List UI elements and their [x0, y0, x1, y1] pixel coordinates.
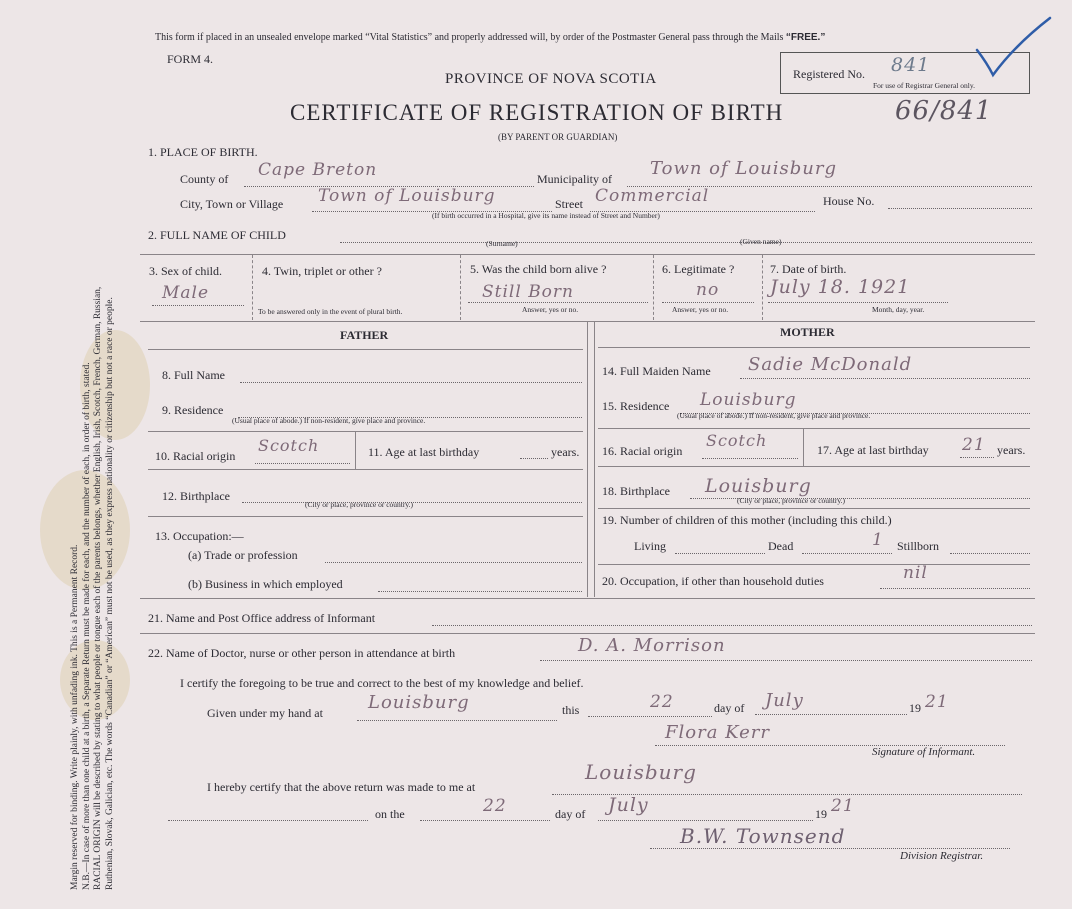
form-number: FORM 4. — [167, 52, 214, 66]
doctor-value: D. A. Morrison — [578, 635, 726, 656]
father-trade-label: (a) Trade or profession — [188, 548, 298, 562]
hospital-note: (If birth occurred in a Hospital, give its name instead of Street and Number) — [432, 211, 660, 220]
legitimate-label: 6. Legitimate ? — [662, 262, 735, 276]
municipality-value: Town of Louisburg — [650, 158, 838, 179]
checkmark-icon — [975, 15, 1055, 80]
province-heading: PROVINCE OF NOVA SCOTIA — [445, 71, 657, 87]
registrar-place-value: Louisburg — [585, 760, 697, 784]
informant-signature: Flora Kerr — [665, 722, 770, 743]
city-value: Town of Louisburg — [318, 186, 496, 206]
county-label: County of — [180, 172, 229, 186]
given-place-value: Louisburg — [368, 692, 470, 713]
mother-residence-label: 15. Residence — [602, 399, 670, 413]
street-value: Commercial — [595, 186, 710, 206]
certification-statement: I certify the foregoing to be true and correct to the best of my knowledge and belief. — [180, 676, 584, 690]
dead-value: 1 — [872, 530, 884, 550]
father-occupation-label: 13. Occupation:— — [155, 529, 244, 543]
cert-year-value: 21 — [925, 692, 949, 712]
mother-occupation-label: 20. Occupation, if other than household duties — [602, 574, 824, 588]
father-birthplace-caption: (City or place, province or country.) — [305, 500, 414, 509]
mother-birthplace-caption: (City or place, province or country.) — [737, 496, 846, 505]
file-number: 66/841 — [895, 96, 993, 126]
mother-name-label: 14. Full Maiden Name — [602, 364, 711, 378]
child-name-label: 2. FULL NAME OF CHILD — [148, 228, 286, 242]
twin-caption: To be answered only in the event of plural birth. — [258, 307, 403, 316]
born-alive-caption: Answer, yes or no. — [522, 305, 579, 314]
municipality-label: Municipality of — [537, 172, 612, 186]
father-residence-label: 9. Residence — [162, 403, 224, 417]
mother-age-value: 21 — [962, 435, 986, 455]
mail-notice: This form if placed in an unsealed envelope marked “Vital Statistics” and properly addressed will, by order of the Postmaster General pass through the Mails “FREE.” — [155, 32, 826, 43]
father-age-label: 11. Age at last birthday — [368, 445, 480, 459]
city-label: City, Town or Village — [180, 197, 284, 211]
side-note-line: Margin reserved for binding. Write plainly, with unfading ink. This is a Permanent Record. — [70, 544, 80, 890]
stillborn-label: Stillborn — [897, 539, 940, 553]
twin-label: 4. Twin, triplet or other ? — [262, 264, 382, 278]
father-residence-caption: (Usual place of abode.) If non-resident, give place and province. — [232, 416, 426, 425]
sex-label: 3. Sex of child. — [149, 264, 222, 278]
certificate-subtitle: (BY PARENT OR GUARDIAN) — [498, 132, 618, 142]
mother-race-value: Scotch — [706, 431, 768, 450]
registrar-year-prefix: 19 — [815, 807, 827, 821]
date-of-birth-caption: Month, day, year. — [872, 305, 925, 314]
date-of-birth-label: 7. Date of birth. — [770, 262, 847, 276]
born-alive-value: Still Born — [482, 282, 574, 302]
side-note-line: N.B.—In case of more than one child at a birth, a Separate Return must be made for each, and the number of each, in order of birth, stated. — [81, 362, 92, 890]
father-race-label: 10. Racial origin — [155, 449, 236, 463]
registrar-caption: Division Registrar. — [900, 850, 984, 862]
registrar-month-value: July — [608, 794, 649, 816]
cert-month-value: July — [765, 690, 804, 711]
mother-residence-caption: (Usual place of abode.) If non-resident, give place and province. — [677, 411, 871, 420]
this-label: this — [562, 703, 580, 717]
registrar-signature: B.W. Townsend — [680, 824, 846, 848]
certificate-title: CERTIFICATE OF REGISTRATION OF BIRTH — [290, 100, 784, 125]
mother-birthplace-label: 18. Birthplace — [602, 484, 670, 498]
registrar-statement: I hereby certify that the above return was made to me at — [207, 780, 476, 794]
father-heading: FATHER — [340, 328, 389, 342]
father-business-label: (b) Business in which employed — [188, 577, 343, 591]
dead-label: Dead — [768, 539, 794, 553]
registrar-day-value: 22 — [483, 796, 507, 816]
given-under-label: Given under my hand at — [207, 706, 323, 720]
father-name-label: 8. Full Name — [162, 368, 225, 382]
mother-name-value: Sadie McDonald — [748, 354, 913, 375]
registrar-year-value: 21 — [831, 796, 855, 816]
street-label: Street — [555, 197, 583, 211]
surname-caption: (Surname) — [486, 239, 518, 248]
mother-residence-value: Louisburg — [700, 390, 797, 410]
mother-occupation-value: nil — [903, 563, 928, 583]
registrar-day-of-label: day of — [555, 807, 586, 821]
registered-number: 841 — [891, 54, 931, 76]
on-the-label: on the — [375, 807, 405, 821]
informant-label: 21. Name and Post Office address of Informant — [148, 611, 376, 625]
father-race-value: Scotch — [258, 436, 320, 455]
side-note-line: Ruthenian, Slovak, Galician, etc. The words “Canadian” or “American” must not be used, as they express nationality or citizenship but not a race or people. — [104, 297, 115, 890]
father-age-suffix: years. — [551, 445, 580, 459]
registered-label: Registered No. — [793, 67, 865, 81]
mother-birthplace-value: Louisburg — [705, 475, 812, 497]
informant-signature-caption: Signature of Informant. — [872, 746, 976, 758]
day-of-label: day of — [714, 701, 745, 715]
cert-day-value: 22 — [650, 692, 674, 712]
county-value: Cape Breton — [258, 160, 378, 180]
mother-heading: MOTHER — [780, 325, 835, 339]
registrar-use-note: For use of Registrar General only. — [873, 81, 975, 90]
given-name-caption: (Given name) — [740, 237, 782, 246]
mother-race-label: 16. Racial origin — [602, 444, 683, 458]
date-of-birth-value: July 18. 1921 — [770, 276, 911, 298]
cert-year-prefix: 19 — [909, 701, 921, 715]
living-label: Living — [634, 539, 666, 553]
legitimate-value: no — [696, 280, 720, 300]
side-instructions — [70, 10, 116, 890]
born-alive-label: 5. Was the child born alive ? — [470, 262, 607, 276]
house-label: House No. — [823, 194, 875, 208]
side-note-line: RACIAL ORIGIN will be described by stating to what people or tongue each of the parents belongs, whether English, Irish, Scotch, French, German, Russian, — [93, 286, 103, 890]
mother-age-label: 17. Age at last birthday — [817, 443, 929, 457]
legitimate-caption: Answer, yes or no. — [672, 305, 729, 314]
sex-value: Male — [162, 283, 210, 303]
father-birthplace-label: 12. Birthplace — [162, 489, 230, 503]
place-of-birth-heading: 1. PLACE OF BIRTH. — [148, 145, 258, 159]
mother-age-suffix: years. — [997, 443, 1026, 457]
mother-children-label: 19. Number of children of this mother (including this child.) — [602, 513, 892, 527]
doctor-label: 22. Name of Doctor, nurse or other person in attendance at birth — [148, 646, 456, 660]
